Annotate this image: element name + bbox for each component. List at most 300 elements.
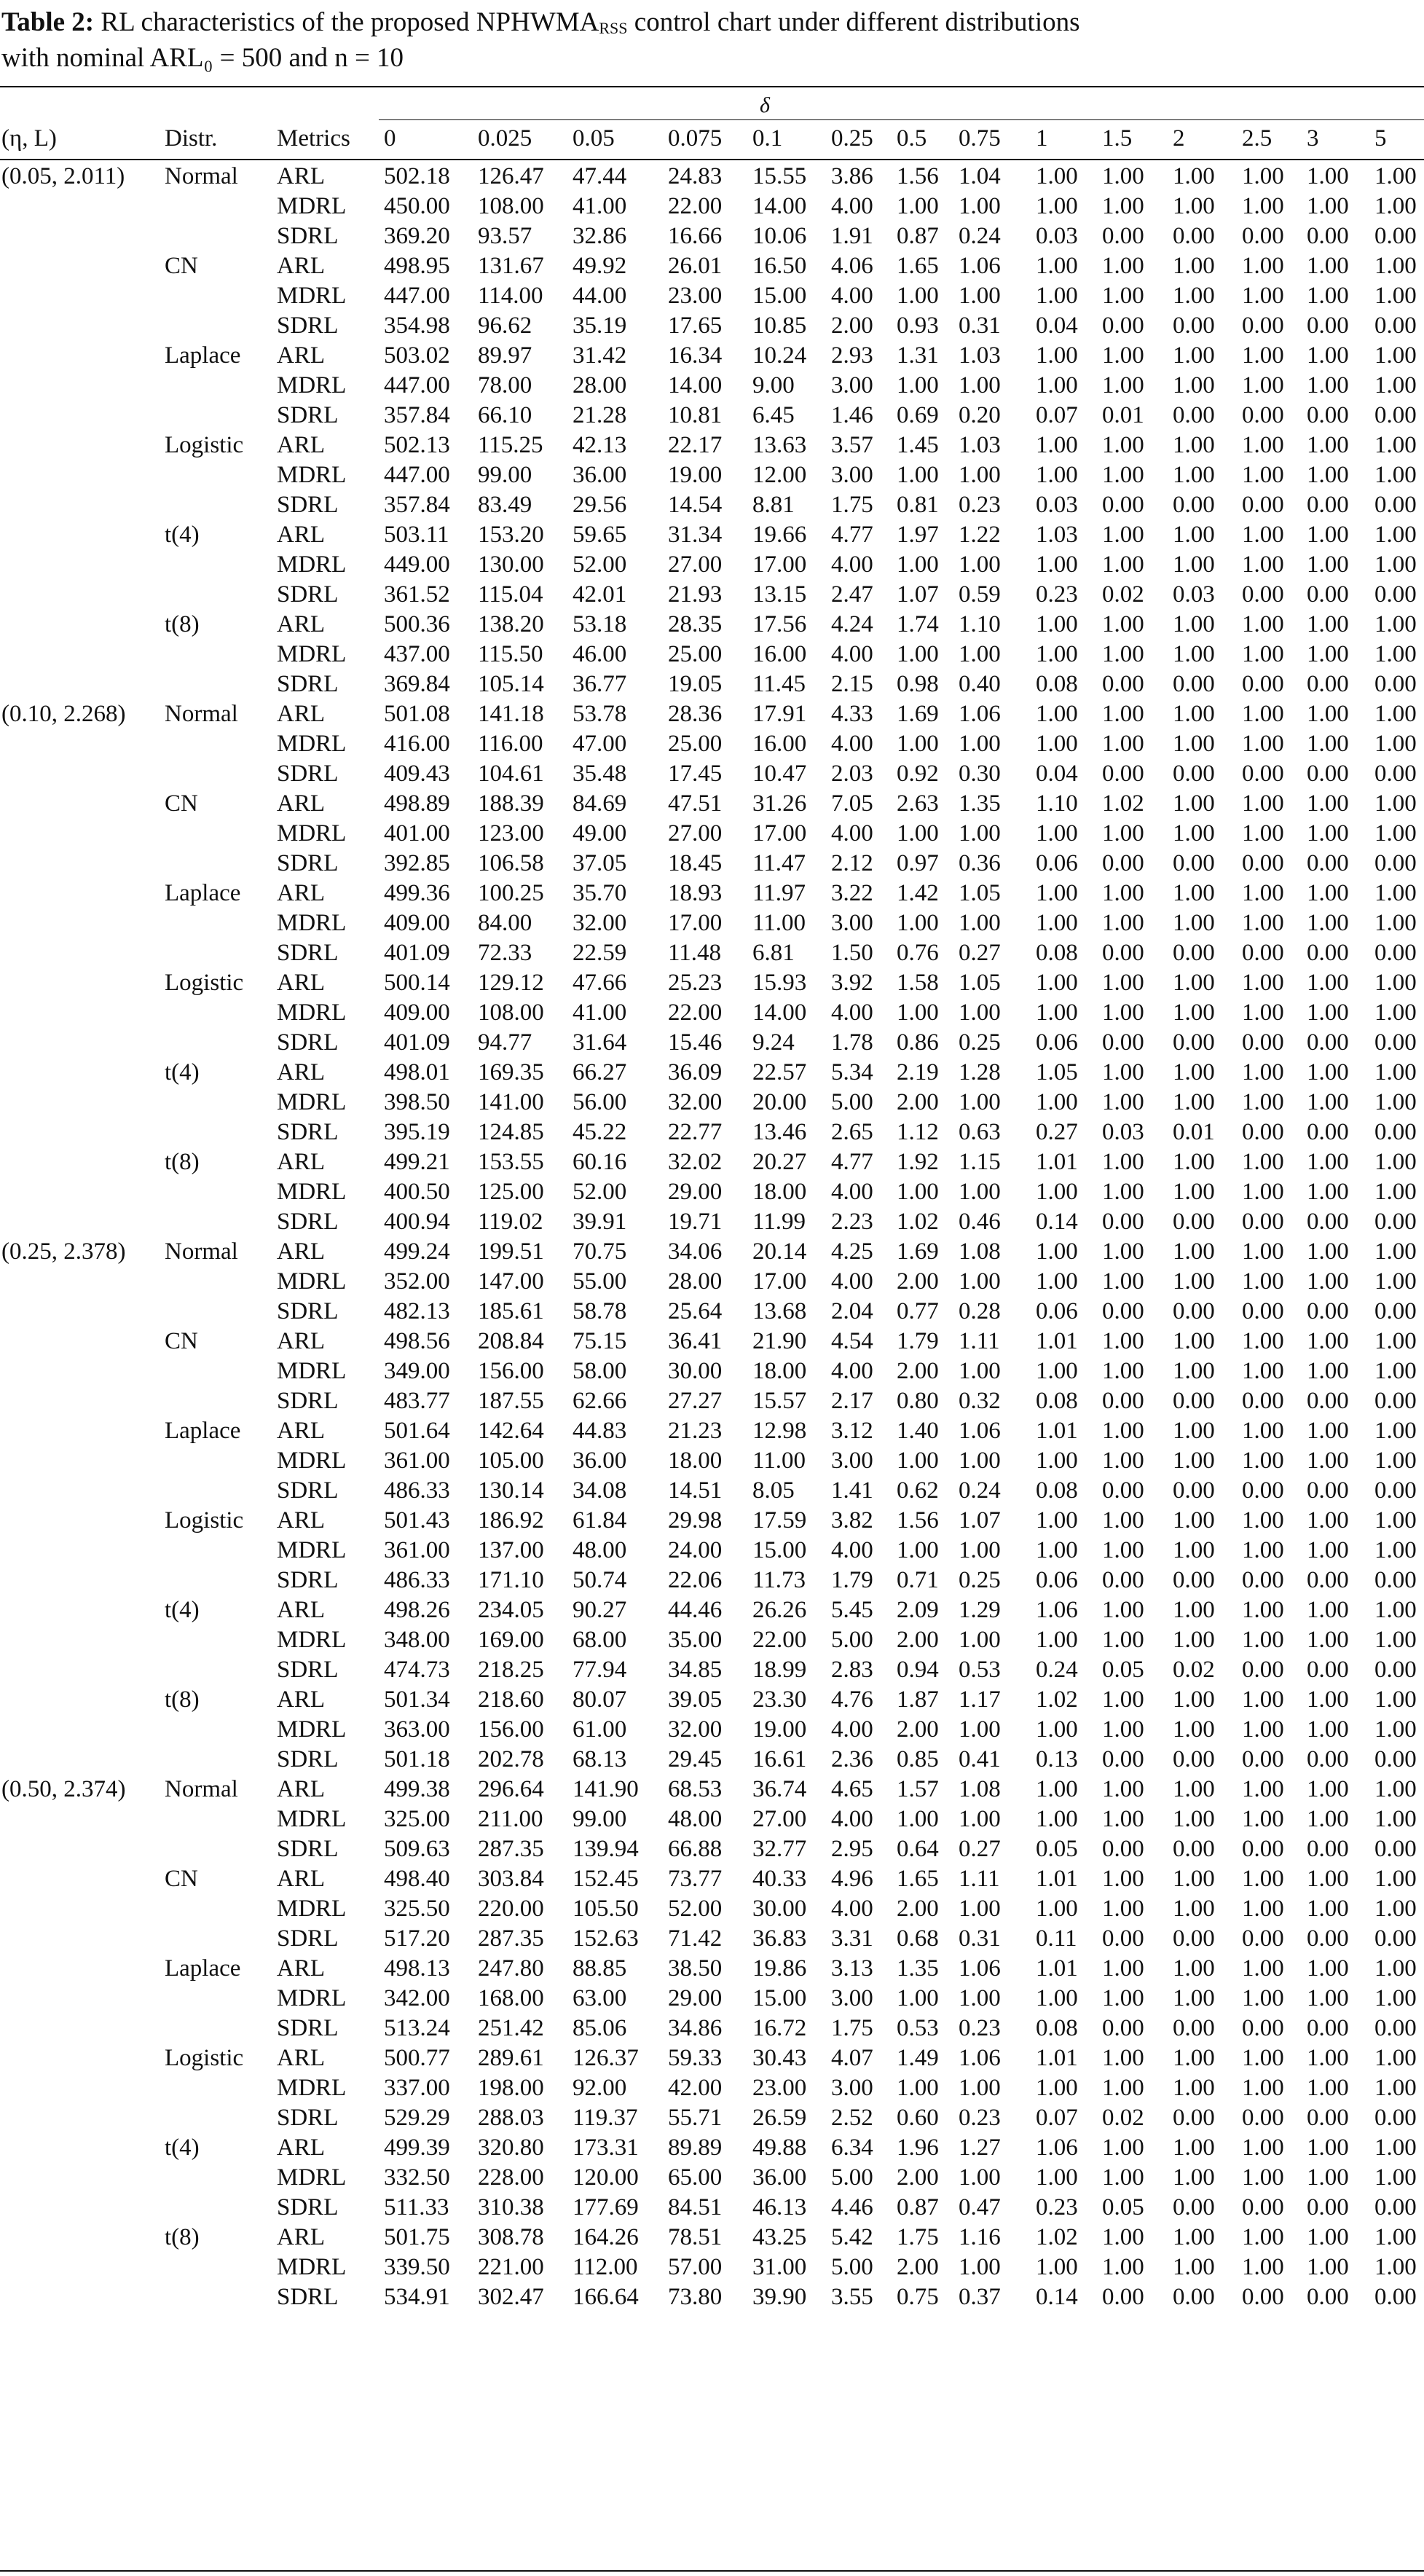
metric-cell: SDRL [277,492,339,518]
value-cell: 1.00 [1242,1238,1284,1265]
value-cell: 63.00 [573,1985,627,2011]
value-cell: 1.00 [1374,2045,1417,2071]
value-cell: 0.00 [1242,1836,1284,1862]
value-cell: 1.00 [1374,342,1417,369]
value-cell: 34.86 [668,2015,723,2041]
value-cell: 1.00 [1036,2164,1078,2191]
table-row [0,1476,1424,1506]
value-cell: 1.00 [1102,1328,1144,1354]
value-cell: 529.29 [384,2105,450,2131]
value-cell: 1.00 [1242,1716,1284,1743]
value-cell: 0.00 [1173,1298,1215,1324]
value-cell: 1.00 [1173,1448,1215,1474]
table-row [0,580,1424,610]
value-cell: 3.55 [831,2284,873,2310]
value-cell: 1.00 [1242,1686,1284,1713]
value-cell: 4.00 [831,820,873,847]
value-cell: 22.00 [752,1627,807,1653]
value-cell: 1.00 [1173,253,1215,279]
value-cell: 1.87 [897,1686,939,1713]
value-cell: 1.00 [959,1358,1001,1384]
value-cell: 0.00 [1307,402,1349,428]
metric-cell: ARL [277,1238,325,1265]
value-cell: 0.00 [1307,2105,1349,2131]
value-cell: 1.00 [1307,970,1349,996]
value-cell: 1.00 [959,1985,1001,2011]
value-cell: 92.00 [573,2075,627,2101]
table-row [0,1834,1424,1864]
value-cell: 21.23 [668,1418,723,1444]
value-cell: 513.24 [384,2015,450,2041]
value-cell: 0.00 [1242,850,1284,876]
value-cell: 36.74 [752,1776,807,1802]
value-cell: 0.00 [1307,2284,1349,2310]
value-cell: 0.97 [897,850,939,876]
value-cell: 169.00 [478,1627,544,1653]
metric-cell: MDRL [277,1806,347,1832]
value-cell: 62.66 [573,1388,627,1414]
value-cell: 2.19 [897,1059,939,1085]
value-cell: 1.00 [1173,1089,1215,1115]
value-cell: 185.61 [478,1298,544,1324]
value-cell: 1.00 [1242,1268,1284,1295]
value-cell: 0.00 [1102,671,1144,697]
value-cell: 73.77 [668,1866,723,1892]
value-cell: 1.00 [1374,1089,1417,1115]
value-cell: 1.00 [1036,1358,1078,1384]
value-cell: 4.00 [831,1537,873,1563]
value-cell: 1.35 [959,790,1001,817]
value-cell: 0.00 [1374,1298,1417,1324]
value-cell: 11.00 [752,1448,806,1474]
table-row [0,221,1424,251]
value-cell: 0.11 [1036,1925,1077,1952]
value-cell: 1.00 [1036,1716,1078,1743]
value-cell: 10.47 [752,761,807,787]
value-cell: 1.65 [897,1866,939,1892]
value-cell: 1.00 [1242,731,1284,757]
value-cell: 1.00 [1102,2254,1144,2280]
column-header: 0.025 [478,125,532,152]
value-cell: 3.00 [831,910,873,936]
value-cell: 0.23 [1036,2194,1078,2220]
value-cell: 2.83 [831,1657,873,1683]
table-row [0,1894,1424,1924]
value-cell: 0.00 [1307,1657,1349,1683]
value-cell: 1.00 [1307,1955,1349,1982]
header-rule [0,159,1424,160]
value-cell: 21.90 [752,1328,807,1354]
value-cell: 78.51 [668,2224,723,2250]
value-cell: 94.77 [478,1029,532,1056]
value-cell: 0.00 [1307,2015,1349,2041]
value-cell: 0.00 [1173,2284,1215,2310]
value-cell: 1.02 [1036,1686,1078,1713]
value-cell: 1.00 [1102,1089,1144,1115]
value-cell: 0.00 [1242,1746,1284,1772]
value-cell: 49.00 [573,820,627,847]
value-cell: 1.00 [1307,1238,1349,1265]
value-cell: 4.00 [831,1806,873,1832]
value-cell: 11.97 [752,880,806,906]
value-cell: 2.52 [831,2105,873,2131]
value-cell: 1.00 [1307,1806,1349,1832]
value-cell: 0.53 [959,1657,1001,1683]
value-cell: 15.55 [752,163,807,189]
param-cell: (0.10, 2.268) [1,701,126,727]
value-cell: 15.46 [668,1029,723,1056]
table-row [0,1685,1424,1715]
value-cell: 4.00 [831,731,873,757]
value-cell: 41.00 [573,193,627,219]
value-cell: 0.00 [1374,402,1417,428]
value-cell: 16.72 [752,2015,807,2041]
table-row [0,192,1424,221]
value-cell: 0.00 [1173,1836,1215,1862]
value-cell: 32.02 [668,1149,723,1175]
value-cell: 3.57 [831,432,873,458]
value-cell: 4.77 [831,1149,873,1175]
value-cell: 10.06 [752,223,807,249]
value-cell: 1.00 [1036,1985,1078,2011]
value-cell: 2.00 [831,313,873,339]
distribution-cell: t(4) [165,522,200,548]
value-cell: 369.20 [384,223,450,249]
value-cell: 21.28 [573,402,627,428]
value-cell: 52.00 [573,1179,627,1205]
value-cell: 0.24 [1036,1657,1078,1683]
value-cell: 1.00 [1242,283,1284,309]
value-cell: 1.00 [1173,2135,1215,2161]
value-cell: 1.00 [1173,1985,1215,2011]
value-cell: 1.00 [897,1985,939,2011]
value-cell: 1.00 [1307,1358,1349,1384]
value-cell: 1.00 [1173,1896,1215,1922]
metric-cell: MDRL [277,551,347,578]
value-cell: 511.33 [384,2194,449,2220]
column-header: 0.05 [573,125,615,152]
value-cell: 37.05 [573,850,627,876]
value-cell: 501.43 [384,1507,450,1534]
value-cell: 0.00 [1374,1925,1417,1952]
value-cell: 1.65 [897,253,939,279]
value-cell: 2.12 [831,850,873,876]
value-cell: 1.00 [959,1537,1001,1563]
value-cell: 1.00 [1374,790,1417,817]
value-cell: 1.00 [1307,1328,1349,1354]
value-cell: 499.39 [384,2135,450,2161]
value-cell: 1.00 [1307,1418,1349,1444]
metric-cell: ARL [277,1955,325,1982]
value-cell: 1.00 [959,1179,1001,1205]
value-cell: 0.06 [1036,1298,1078,1324]
value-cell: 498.95 [384,253,450,279]
value-cell: 1.00 [1374,2224,1417,2250]
column-header: 3 [1307,125,1319,152]
value-cell: 39.90 [752,2284,807,2310]
value-cell: 23.00 [668,283,723,309]
value-cell: 0.00 [1173,2105,1215,2131]
value-cell: 16.00 [752,731,807,757]
value-cell: 1.00 [959,1806,1001,1832]
value-cell: 43.25 [752,2224,807,2250]
value-cell: 1.00 [1374,193,1417,219]
value-cell: 401.09 [384,940,450,966]
value-cell: 0.23 [959,492,1001,518]
value-cell: 1.00 [1242,2164,1284,2191]
value-cell: 1.00 [1374,1776,1417,1802]
distribution-cell: t(4) [165,2135,200,2161]
value-cell: 0.00 [1374,1746,1417,1772]
value-cell: 0.00 [1307,1029,1349,1056]
value-cell: 1.00 [1374,283,1417,309]
value-cell: 1.00 [1374,1866,1417,1892]
value-cell: 14.00 [752,1000,807,1026]
value-cell: 18.45 [668,850,723,876]
value-cell: 53.78 [573,701,627,727]
value-cell: 36.77 [573,671,627,697]
value-cell: 0.00 [1307,1925,1349,1952]
value-cell: 11.99 [752,1209,806,1235]
value-cell: 1.00 [1036,641,1078,667]
value-cell: 16.61 [752,1746,807,1772]
value-cell: 0.01 [1173,1119,1215,1145]
value-cell: 89.89 [668,2135,723,2161]
value-cell: 499.38 [384,1776,450,1802]
value-cell: 0.04 [1036,761,1078,787]
value-cell: 1.00 [1036,2254,1078,2280]
metric-cell: SDRL [277,1925,339,1952]
value-cell: 199.51 [478,1238,544,1265]
value-cell: 1.00 [1307,372,1349,398]
value-cell: 115.04 [478,581,543,608]
param-cell: (0.50, 2.374) [1,1776,126,1802]
value-cell: 0.00 [1242,223,1284,249]
value-cell: 58.00 [573,1358,627,1384]
value-cell: 0.08 [1036,940,1078,966]
value-cell: 1.00 [959,1716,1001,1743]
distribution-cell: t(4) [165,1597,200,1623]
value-cell: 1.00 [1102,1537,1144,1563]
value-cell: 139.94 [573,1836,639,1862]
value-cell: 36.83 [752,1925,807,1952]
value-cell: 0.00 [1102,1477,1144,1504]
table-row [0,1984,1424,2014]
value-cell: 42.00 [668,2075,723,2101]
value-cell: 1.00 [1102,551,1144,578]
value-cell: 0.00 [1374,850,1417,876]
value-cell: 141.18 [478,701,544,727]
value-cell: 325.50 [384,1896,450,1922]
value-cell: 126.47 [478,163,544,189]
value-cell: 1.00 [1173,641,1215,667]
table-row [0,2253,1424,2282]
value-cell: 0.47 [959,2194,1001,2220]
value-cell: 2.17 [831,1388,873,1414]
metric-cell: ARL [277,611,325,637]
value-cell: 325.00 [384,1806,450,1832]
value-cell: 1.00 [1242,1418,1284,1444]
value-cell: 153.20 [478,522,544,548]
value-cell: 4.46 [831,2194,873,2220]
value-cell: 0.08 [1036,2015,1078,2041]
value-cell: 35.00 [668,1627,723,1653]
value-cell: 0.00 [1173,1567,1215,1593]
value-cell: 1.00 [1307,2135,1349,2161]
value-cell: 0.25 [959,1567,1001,1593]
distribution-cell: Laplace [165,1418,241,1444]
value-cell: 1.00 [959,1448,1001,1474]
value-cell: 8.81 [752,492,795,518]
distribution-cell: CN [165,790,198,817]
value-cell: 36.09 [668,1059,723,1085]
value-cell: 47.44 [573,163,627,189]
value-cell: 1.00 [1374,1507,1417,1534]
value-cell: 0.00 [1242,1925,1284,1952]
value-cell: 1.00 [1374,1716,1417,1743]
value-cell: 287.35 [478,1836,544,1862]
value-cell: 1.69 [897,701,939,727]
value-cell: 55.71 [668,2105,723,2131]
table-row [0,251,1424,281]
value-cell: 1.00 [1173,1507,1215,1534]
value-cell: 289.61 [478,2045,544,2071]
delta-underline [379,119,1424,120]
value-cell: 17.00 [668,910,723,936]
value-cell: 105.50 [573,1896,639,1922]
value-cell: 0.00 [1173,402,1215,428]
value-cell: 1.92 [897,1149,939,1175]
value-cell: 499.36 [384,880,450,906]
delta-header: δ [760,93,770,117]
value-cell: 308.78 [478,2224,544,2250]
metric-cell: MDRL [277,1537,347,1563]
top-rule [0,86,1424,87]
value-cell: 36.41 [668,1328,723,1354]
value-cell: 1.00 [1102,701,1144,727]
value-cell: 1.00 [897,731,939,757]
value-cell: 0.53 [897,2015,939,2041]
value-cell: 3.00 [831,2075,873,2101]
value-cell: 31.64 [573,1029,627,1056]
value-cell: 1.00 [1036,462,1078,488]
value-cell: 10.24 [752,342,807,369]
value-cell: 1.00 [959,1268,1001,1295]
value-cell: 1.00 [1036,342,1078,369]
value-cell: 1.00 [1036,1537,1078,1563]
value-cell: 0.71 [897,1567,939,1593]
value-cell: 5.00 [831,1089,873,1115]
value-cell: 1.16 [959,2224,1001,2250]
value-cell: 1.00 [1102,910,1144,936]
value-cell: 0.00 [1307,1746,1349,1772]
value-cell: 1.00 [1242,880,1284,906]
value-cell: 0.46 [959,1209,1001,1235]
column-header: 0.5 [897,125,927,152]
value-cell: 1.00 [1242,1507,1284,1534]
table-row [0,1595,1424,1625]
value-cell: 1.00 [1102,1358,1144,1384]
value-cell: 208.84 [478,1328,544,1354]
value-cell: 28.36 [668,701,723,727]
distribution-cell: Laplace [165,880,241,906]
value-cell: 1.03 [1036,522,1078,548]
value-cell: 1.05 [959,970,1001,996]
metric-cell: ARL [277,880,325,906]
value-cell: 1.00 [1173,790,1215,817]
value-cell: 1.00 [1173,432,1215,458]
value-cell: 27.00 [752,1806,807,1832]
value-cell: 1.00 [897,820,939,847]
metric-cell: ARL [277,253,325,279]
metric-cell: MDRL [277,2164,347,2191]
value-cell: 500.14 [384,970,450,996]
value-cell: 36.00 [573,1448,627,1474]
value-cell: 104.61 [478,761,544,787]
value-cell: 0.00 [1242,940,1284,966]
table-row [0,908,1424,938]
value-cell: 228.00 [478,2164,544,2191]
value-cell: 57.00 [668,2254,723,2280]
value-cell: 0.24 [959,223,1001,249]
value-cell: 1.00 [1307,1686,1349,1713]
metric-cell: MDRL [277,820,347,847]
value-cell: 1.00 [897,1179,939,1205]
value-cell: 22.59 [573,940,627,966]
value-cell: 0.85 [897,1746,939,1772]
value-cell: 52.00 [573,551,627,578]
value-cell: 450.00 [384,193,450,219]
value-cell: 1.07 [897,581,939,608]
value-cell: 42.01 [573,581,627,608]
value-cell: 1.00 [1307,701,1349,727]
value-cell: 0.00 [1102,313,1144,339]
value-cell: 29.56 [573,492,627,518]
value-cell: 1.00 [1242,372,1284,398]
value-cell: 0.37 [959,2284,1001,2310]
value-cell: 1.00 [1102,1507,1144,1534]
value-cell: 14.00 [668,372,723,398]
value-cell: 4.00 [831,1896,873,1922]
value-cell: 15.57 [752,1388,807,1414]
value-cell: 1.00 [1036,820,1078,847]
value-cell: 1.00 [1173,910,1215,936]
value-cell: 0.00 [1102,2015,1144,2041]
value-cell: 18.00 [668,1448,723,1474]
value-cell: 1.78 [831,1029,873,1056]
table-row [0,759,1424,789]
value-cell: 38.50 [668,1955,723,1982]
value-cell: 0.00 [1242,402,1284,428]
value-cell: 123.00 [478,820,544,847]
value-cell: 0.00 [1242,581,1284,608]
value-cell: 2.15 [831,671,873,697]
table-row [0,938,1424,968]
value-cell: 1.00 [1307,1776,1349,1802]
value-cell: 1.79 [831,1567,873,1593]
value-cell: 0.81 [897,492,939,518]
value-cell: 1.00 [1102,2224,1144,2250]
value-cell: 0.02 [1102,2105,1144,2131]
caption-text-pre: RL characteristics of the proposed NPHWMA [94,7,599,37]
value-cell: 14.54 [668,492,723,518]
table-row [0,1655,1424,1685]
value-cell: 486.33 [384,1477,450,1504]
value-cell: 25.23 [668,970,723,996]
table-row [0,1416,1424,1446]
distribution-cell: Normal [165,163,238,189]
value-cell: 296.64 [478,1776,544,1802]
